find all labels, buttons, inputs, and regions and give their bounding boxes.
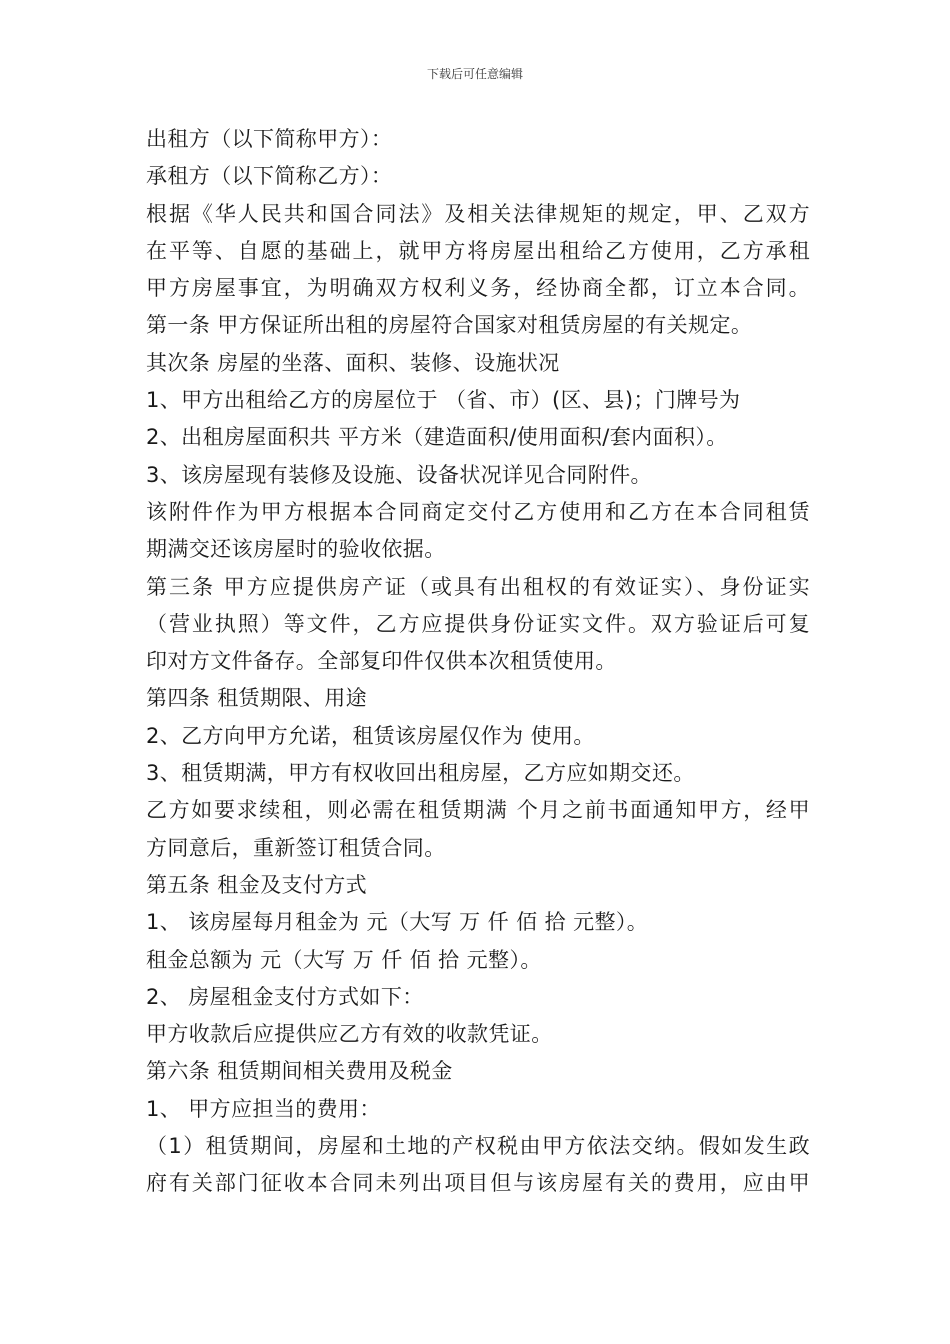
contract-body — [146, 121, 810, 1203]
text-line: 1、甲方出租给乙方的房屋位于 （省、市）(区、县)；门牌号为 — [146, 388, 741, 413]
page-header-note: 下载后可任意编辑 — [426, 67, 523, 81]
text-line: 方同意后，重新签订租赁合同。 — [146, 835, 446, 860]
text-line: 府有关部门征收本合同未列出项目但与该房屋有关的费用，应由甲 — [146, 1171, 810, 1196]
text-line: 1、 甲方应担当的费用： — [146, 1096, 381, 1121]
text-line: 第一条 甲方保证所出租的房屋符合国家对租赁房屋的有关规定。 — [146, 313, 753, 338]
text-line: 出租方（以下简称甲方）： — [146, 127, 393, 151]
text-line: 1、 该房屋每月租金为 元（大写 万 仟 佰 拾 元整）。 — [146, 910, 649, 935]
text-line: （1）租赁期间，房屋和土地的产权税由甲方依法交纳。假如发生政 — [146, 1134, 810, 1159]
text-line: 期满交还该房屋时的验收依据。 — [146, 537, 446, 562]
text-line: 第四条 租赁期限、用途 — [146, 686, 368, 711]
text-line: 2、 房屋租金支付方式如下： — [146, 984, 424, 1009]
text-line: 第五条 租金及支付方式 — [146, 872, 368, 897]
text-line: 根据《华人民共和国合同法》及相关法律规矩的规定，甲、乙双方 — [146, 201, 810, 226]
text-line: 印对方文件备存。全部复印件仅供本次租赁使用。 — [146, 649, 617, 674]
text-line: 甲方房屋事宜，为明确双方权利义务，经协商全都，订立本合同。 — [146, 276, 810, 301]
text-line: 3、租赁期满，甲方有权收回出租房屋，乙方应如期交还。 — [146, 761, 695, 786]
text-line: 第三条 甲方应提供房产证（或具有出租权的有效证实）、身份证实 — [146, 574, 810, 599]
text-line: （营业执照）等文件，乙方应提供身份证实文件。双方验证后可复 — [146, 611, 810, 636]
text-line: 在平等、自愿的基础上，就甲方将房屋出租给乙方使用，乙方承租 — [146, 238, 810, 263]
text-line: 其次条 房屋的坐落、面积、装修、设施状况 — [146, 350, 560, 375]
text-line: 乙方如要求续租，则必需在租赁期满 个月之前书面通知甲方，经甲 — [146, 798, 810, 823]
text-line: 租金总额为 元（大写 万 仟 佰 拾 元整）。 — [146, 947, 542, 972]
text-line: 2、出租房屋面积共 平方米（建造面积/使用面积/套内面积）。 — [146, 425, 728, 450]
text-line: 该附件作为甲方根据本合同商定交付乙方使用和乙方在本合同租赁 — [146, 499, 810, 524]
text-line: 3、该房屋现有装修及设施、设备状况详见合同附件。 — [146, 462, 652, 487]
text-line: 甲方收款后应提供应乙方有效的收款凭证。 — [146, 1022, 553, 1047]
text-line: 第六条 租赁期间相关费用及税金 — [146, 1059, 453, 1084]
text-line: 承租方（以下简称乙方）： — [146, 164, 393, 189]
text-line: 2、乙方向甲方允诺，租赁该房屋仅作为 使用。 — [146, 723, 595, 748]
